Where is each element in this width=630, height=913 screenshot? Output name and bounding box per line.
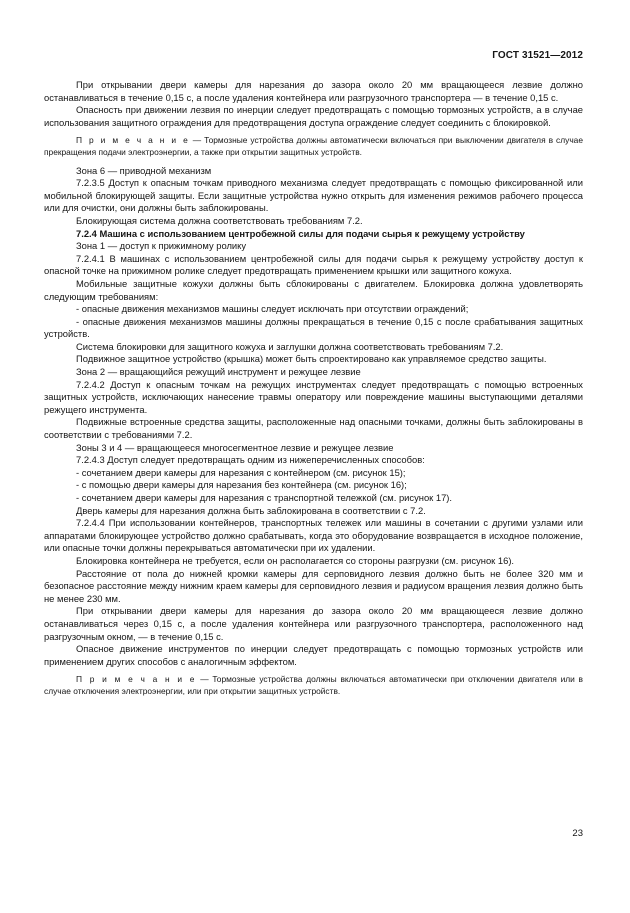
document-body [44,79,583,698]
list-item: - сочетанием двери камеры для нарезания с контейнером (см. рисунок 15); [76,466,406,478]
list-item: - опасные движения механизмов машины должны прекращаться в течение 0,15 с после срабатывания защитных устройств. [44,315,583,340]
paragraph: 7.2.4.3 Доступ следует предотвращать одним из нижеперечисленных способов: [76,454,425,466]
paragraph: Опасность при движении лезвия по инерции следует предотвращать с помощью тормозных устройств, а в случае использования защитного ограждения для предотвращения доступа ограждение следует соединить с блокировкой. [44,104,583,128]
paragraph: Дверь камеры для нарезания должна быть заблокирована в соответствии с 7.2. [76,504,426,516]
zone-title: Зона 6 — приводной механизм [76,164,212,176]
note-label: П р и м е ч а н и е [76,674,197,685]
zone-title: Зоны 3 и 4 — вращающееся многосегментное лезвие и режущее лезвие [76,441,394,453]
paragraph: 7.2.4.2 Доступ к опасным точкам на режущих инструментах следует предотвращать с помощью встроенных защитных устройств, исключающих нанесение травмы оператору или повреждение машины выступающими деталями режущего инструмента. [44,378,583,415]
paragraph: Подвижные встроенные средства защиты, расположенные над опасными точками, должны быть заблокированы в соответствии с требованиями 7.2. [44,416,583,441]
paragraph: Подвижное защитное устройство (крышка) может быть спроектировано как управляемое средство защиты. [76,353,547,365]
paragraph: Опасное движение инструментов по инерции следует предотвращать с помощью тормозных устройств или применением других способов с аналогичным эффектом. [44,643,583,667]
page-number: 23 [572,828,583,839]
zone-title: Зона 2 — вращающийся режущий инструмент и режущее лезвие [76,366,361,378]
paragraph: 7.2.3.5 Доступ к опасным точкам приводного механизма следует предотвращать с помощью фиксированной или мобильной блокирующей защиты. Если защитные устройства нужно открыть для изменения режимов рабочего процесса или для очистки, они должны быть заблокированы. [44,177,583,214]
paragraph: Система блокировки для защитного кожуха и заглушки должна соответствовать требованиям 7.2. [76,340,504,352]
list-item: - сочетанием двери камеры для нарезания с транспортной тележкой (см. рисунок 17). [76,492,453,503]
paragraph: При открывании двери камеры для нарезания до зазора около 20 мм вращающееся лезвие должно останавливаться в течение 0,15 с, а после удаления контейнера или разгрузочного транспортера — в течение 0,15 с. [44,79,583,103]
note-label: П р и м е ч а н и е [76,135,190,146]
note-paragraph [44,135,583,158]
standard-header: ГОСТ 31521—2012 [492,50,583,61]
note-paragraph [44,674,583,697]
paragraph: 7.2.4.1 В машинах с использованием центробежной силы для подачи сырья к режущему устройству доступ к опасной точке на прижимном ролике следует предотвращать применением крышки или защитного кожуха. [44,252,583,277]
zone-title: Зона 1 — доступ к прижимному ролику [76,240,247,252]
paragraph: При открывании двери камеры для нарезания до зазора около 20 мм вращающееся лезвие должно останавливаться через 0,15 с, а после удаления контейнера или разгрузочного транспортера, расположенного над разгрузочным окном, — в течение 0,15 с. [44,605,583,642]
note-text: — Тормозные устройства должны автоматически включаться при выключении двигателя в случае прекращения подачи электроэнергии, а также при открытии защитных устройств. [44,135,583,157]
list-item: - с помощью двери камеры для нарезания без контейнера (см. рисунок 16); [76,479,407,491]
paragraph: Расстояние от пола до нижней кромки камеры для серповидного лезвия должно быть не более 320 мм и безопасное расстояние между нижним краем камеры для серповидного лезвия и радиусом вращения лезвия должно быть не менее 230 мм. [44,567,583,604]
paragraph: Мобильные защитные кожухи должны быть сблокированы с двигателем. Блокировка должна удовлетворять следующим требованиям: [44,277,583,302]
paragraph: 7.2.4.4 При использовании контейнеров, транспортных тележек или машины в сочетании с другими узлами или аппаратами блокирующее устройство должно срабатывать, когда это оборудование возвращается в исходное положение, или опасные точки должны перекрываться автоматически при их удалении. [44,517,583,554]
section-heading: 7.2.4 Машина с использованием центробежной силы для подачи сырья к режущему устройству [76,227,525,239]
list-item: - опасные движения механизмов машины следует исключать при отсутствии ограждений; [76,303,469,315]
paragraph: Блокирующая система должна соответствовать требованиям 7.2. [76,214,363,226]
paragraph: Блокировка контейнера не требуется, если он располагается со стороны разгрузки (см. рисунок 16). [76,554,515,566]
note-text: — Тормозные устройства должны включаться автоматически при отключении двигателя или в случае отключения электроэнергии, или при открытии защитных устройств. [44,674,584,696]
